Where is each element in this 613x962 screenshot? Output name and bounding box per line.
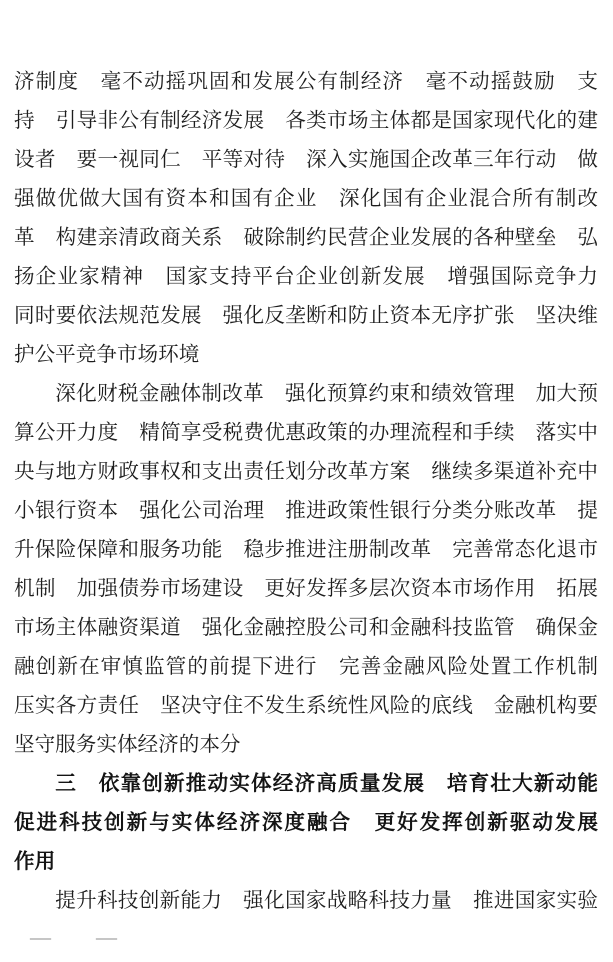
text-line: 促进科技创新与实体经济深度融合 更好发挥创新驱动发展 [14,812,598,834]
text-line: 算公开力度 精简享受税费优惠政策的办理流程和手续 落实中 [14,422,598,444]
text-block [14,63,598,921]
text-line: 压实各方责任 坚决守住不发生系统性风险的底线 金融机构要 [14,695,598,717]
text-line: 融创新在审慎监管的前提下进行 完善金融风险处置工作机制 [14,656,598,678]
text-line: 市场主体融资渠道 强化金融控股公司和金融科技监管 确保金 [14,617,598,639]
text-line: 央与地方财政事权和支出责任划分改革方案 继续多渠道补充中 [14,461,598,483]
text-line: 同时要依法规范发展 强化反垄断和防止资本无序扩张 坚决维 [14,305,598,327]
text-line: 机制 加强债券市场建设 更好发挥多层次资本市场作用 拓展 [14,578,598,600]
text-line: 作用 [14,851,56,873]
text-line: 设者 要一视同仁 平等对待 深入实施国企改革三年行动 做 [14,149,598,171]
text-line: 革 构建亲清政商关系 破除制约民营企业发展的各种壁垒 弘 [14,227,598,249]
page-number-left-dash: — [30,925,51,949]
text-line: 持 引导非公有制经济发展 各类市场主体都是国家现代化的建 [14,110,598,132]
text-line: 强做优做大国有资本和国有企业 深化国有企业混合所有制改 [14,188,598,210]
page-footer [0,922,613,952]
text-line: 扬企业家精神 国家支持平台企业创新发展 增强国际竞争力 [14,266,598,288]
section-heading-line: 三 依靠创新推动实体经济高质量发展 培育壮大新动能 [55,773,598,795]
text-line: 升保险保障和服务功能 稳步推进注册制改革 完善常态化退市 [14,539,598,561]
text-line: 小银行资本 强化公司治理 推进政策性银行分类分账改革 提 [14,500,598,522]
text-line: 护公平竞争市场环境 [14,344,200,366]
text-line: 济制度 毫不动摇巩固和发展公有制经济 毫不动摇鼓励 支 [14,71,598,93]
page-number-right-dash: — [96,925,117,949]
text-line: 坚守服务实体经济的本分 [14,734,241,756]
text-line: 提升科技创新能力 强化国家战略科技力量 推进国家实验 [55,890,598,912]
text-line: 深化财税金融体制改革 强化预算约束和绩效管理 加大预 [55,383,598,405]
